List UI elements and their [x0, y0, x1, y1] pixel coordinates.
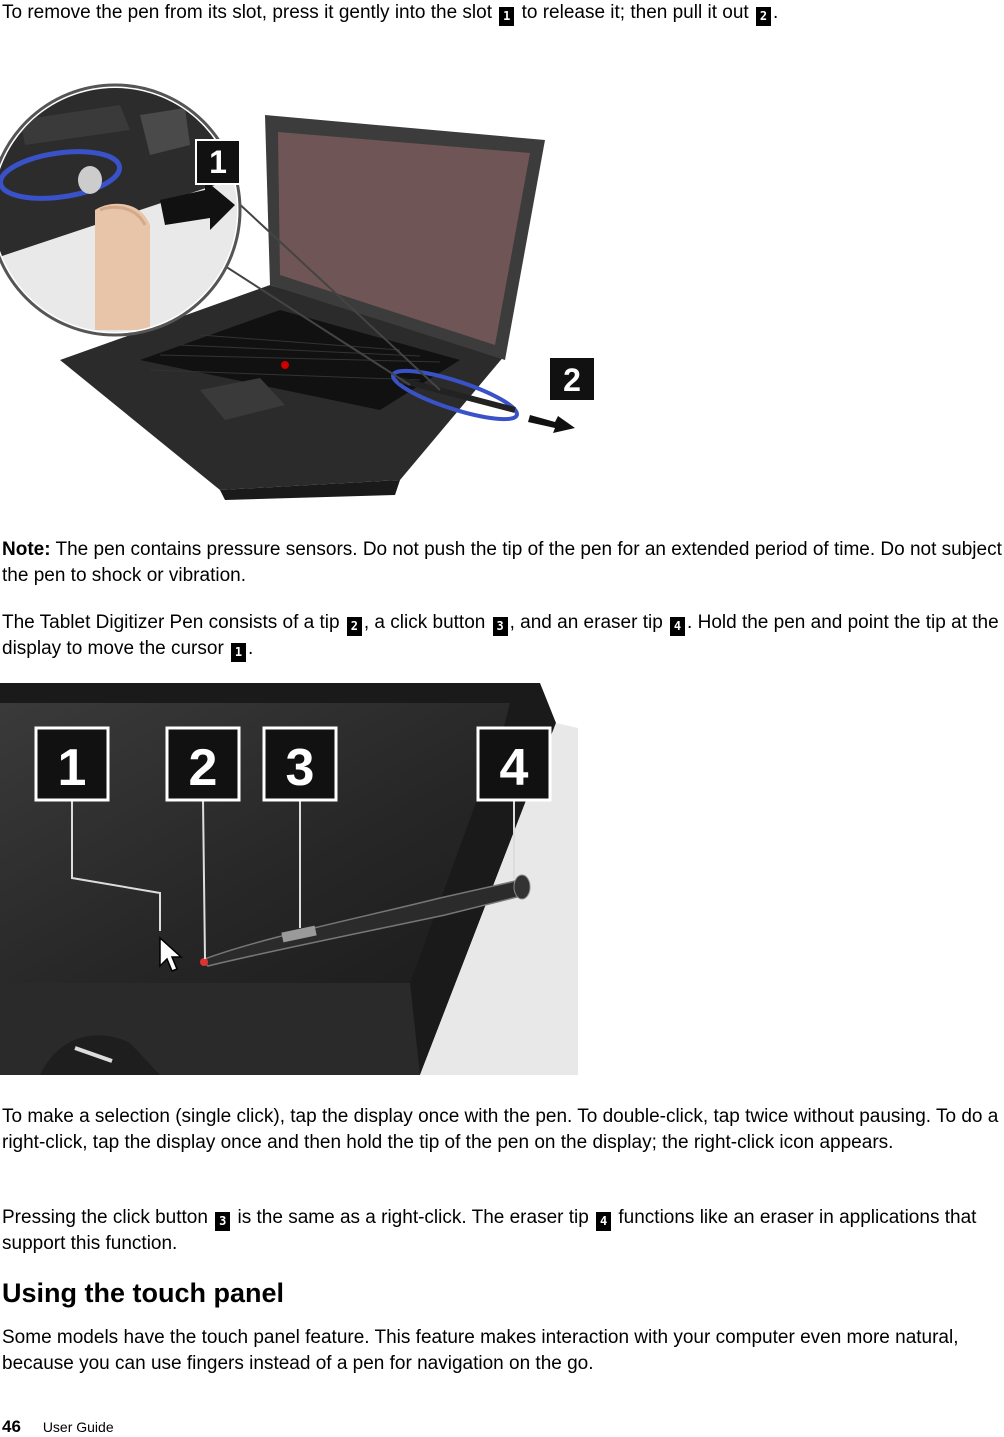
callout-label: 3	[285, 739, 315, 797]
click-button-text: is the same as a right-click. The eraser tip	[237, 1207, 589, 1228]
callout-label: 4	[499, 739, 529, 797]
page-number: 46	[2, 1417, 21, 1436]
note-label: Note:	[2, 539, 51, 560]
figure-pen-removal	[0, 60, 610, 500]
note-text: The pen contains pressure sensors. Do not push the tip of the pen for an extended period of time. Do not subject the pen to shock or vibration.	[2, 539, 1002, 586]
section-heading: Using the touch panel	[2, 1278, 285, 1308]
callout-label: 2	[563, 362, 581, 398]
pen-parts-text: . Hold the pen and point the tip at the display to move the cursor	[2, 612, 999, 659]
intro-text: To remove the pen from its slot, press it gently into the slot	[2, 2, 493, 23]
note-paragraph	[2, 537, 1002, 589]
pen-parts-text: The Tablet Digitizer Pen consists of a tip	[2, 612, 340, 633]
figure-pen-parts	[0, 683, 578, 1075]
pen-parts-text: , a click button	[363, 612, 486, 633]
callout-label: 2	[188, 739, 218, 797]
callout-layer	[0, 683, 578, 1075]
pen-parts-text: .	[248, 638, 254, 659]
callout-label: 1	[57, 739, 87, 797]
callout-badge: 2	[347, 617, 362, 636]
pen-parts-paragraph	[2, 610, 1002, 662]
pen-parts-text: , and an eraser tip	[509, 612, 663, 633]
click-button-text: functions like an eraser in applications that support this function.	[2, 1207, 977, 1254]
intro-paragraph	[2, 0, 1002, 26]
selection-paragraph	[2, 1104, 1002, 1156]
intro-text: to release it; then pull it out	[521, 2, 749, 23]
selection-text: To make a selection (single click), tap the display once with the pen. To double-click, tap twice without pausing. To do a right-click, tap the display once and then hold the tip of the pen on the display; the right-click icon appears.	[2, 1106, 999, 1153]
callout-badge: 4	[670, 617, 685, 636]
callout-badge: 3	[493, 617, 508, 636]
callout-badge: 4	[596, 1212, 611, 1231]
click-button-text: Pressing the click button	[2, 1207, 208, 1228]
callout-badge: 1	[499, 7, 514, 26]
intro-text: .	[772, 2, 779, 23]
callout-badge: 3	[215, 1212, 230, 1231]
touch-panel-text: Some models have the touch panel feature. This feature makes interaction with your computer even more natural, because you can use fingers instead of a pen for navigation on the go.	[2, 1327, 959, 1374]
touch-panel-paragraph	[2, 1325, 1002, 1377]
callout-label: 1	[209, 144, 227, 180]
document-title: User Guide	[42, 1419, 114, 1435]
callout-badge: 2	[756, 7, 771, 26]
click-button-paragraph	[2, 1205, 1002, 1257]
page-footer	[2, 1417, 114, 1437]
callout-layer	[0, 60, 610, 500]
callout-badge: 1	[231, 643, 246, 662]
